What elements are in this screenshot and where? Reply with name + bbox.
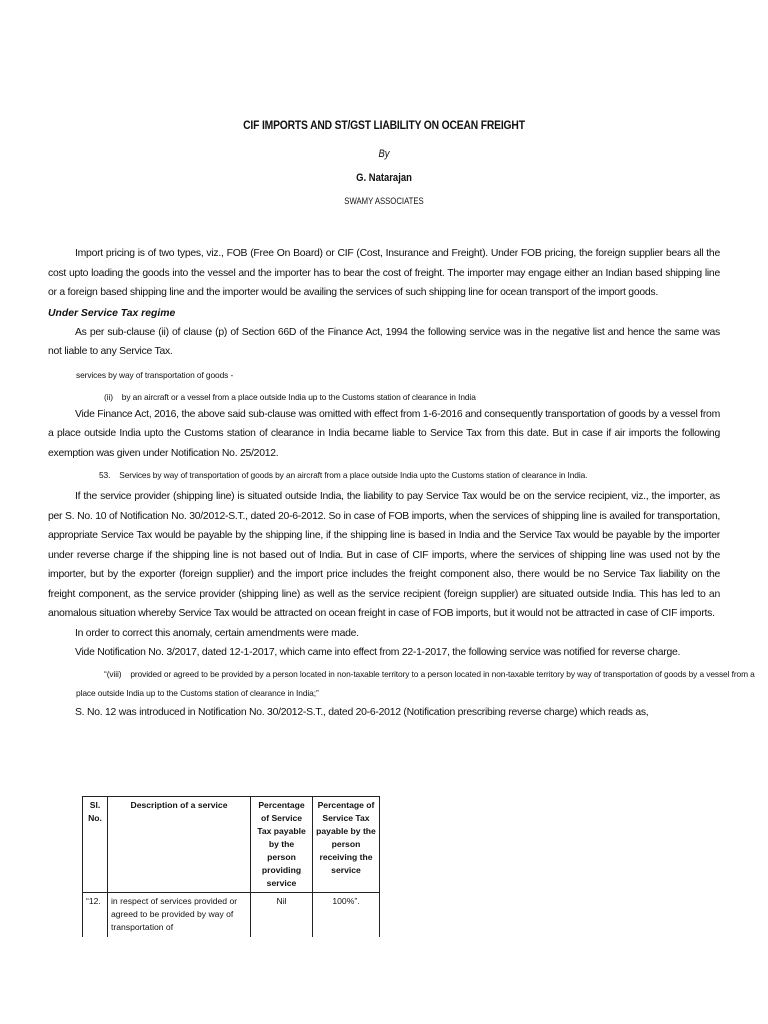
header-provider-percentage: Percentage of Service Tax payable by the person providing service	[251, 797, 313, 893]
cell-sl-no: “12.	[83, 893, 108, 938]
quote-clause-ii: (ii) by an aircraft or a vessel from a place outside India up to the Customs station of clearance in India	[104, 391, 476, 402]
document-title: CIF IMPORTS AND ST/GST LIABILITY ON OCEAN FREIGHT	[243, 118, 525, 132]
quote-clause-viii	[76, 665, 755, 703]
section-heading: Under Service Tax regime	[48, 307, 176, 319]
cell-receiver-percentage: 100%”.	[313, 893, 380, 938]
paragraph-finance-act-2016: Vide Finance Act, 2016, the above said sub-clause was omitted with effect from 1-6-2016 and consequently transportation of goods by a vessel from a place outside India upto the Customs station of clearance in India became liable to Service Tax from this date. But in case if air imports the following exemption was given under Notification No. 25/2012.	[48, 408, 720, 459]
paragraph-intro: Import pricing is of two types, viz., FOB (Free On Board) or CIF (Cost, Insurance and Freight). Under FOB pricing, the foreign supplier bears all the cost upto loading the goods into the vessel and the importer has to bear the cost of freight. The importer may engage either an Indian based shipping line or a foreign based shipping line and the importer would be availing the services of such shipping line for ocean transport of the import goods.	[48, 248, 720, 298]
quote-entry-53: 53. Services by way of transportation of goods by an aircraft from a place outside India upto the Customs station of clearance in India.	[99, 470, 588, 480]
quote-clause-viii-line2: place outside India up to the Customs station of clearance in India;”	[76, 687, 319, 698]
header-description: Description of a service	[108, 797, 251, 893]
quote-clause-viii-line1: “(viii) provided or agreed to be provided by a person located in non-taxable territory to a person located in non-taxable territory by way of transportation of goods by a vessel from a	[104, 668, 755, 679]
table-header-row	[83, 797, 380, 893]
title-block	[0, 118, 768, 206]
table-row	[83, 893, 380, 938]
firm-name: SWAMY ASSOCIATES	[344, 196, 424, 206]
quote-services-transport: services by way of transportation of goods -	[76, 369, 234, 380]
header-receiver-percentage: Percentage of Service Tax payable by the person receiving the service	[313, 797, 380, 893]
cell-description: in respect of services provided or agreed to be provided by way of transportation of	[108, 893, 251, 938]
byline-label: By	[378, 148, 390, 160]
paragraph-negative-list: As per sub-clause (ii) of clause (p) of Section 66D of the Finance Act, 1994 the following service was in the negative list and hence the same was not liable to any Service Tax.	[48, 326, 720, 357]
cell-provider-percentage: Nil	[251, 893, 313, 938]
paragraph-anomaly: In order to correct this anomaly, certain amendments were made.	[75, 627, 359, 639]
author-name: G. Natarajan	[356, 172, 412, 184]
paragraph-service-provider: If the service provider (shipping line) is situated outside India, the liability to pay Service Tax would be on the service recipient, viz., the importer, as per S. No. 10 of Notification No. 30/2012-S.T., dated 20-6-2012. So in case of FOB imports, when the services of shipping line is availed for transportation, appropriate Service Tax would be payable by the shipping line, if the shipping line is based in India and the Service Tax would be payable by the importer under reverse charge if the shipping line is not based out of India. But in case of CIF imports, where the services of shipping line was used not by the importer, but by the exporter (foreign supplier) and the import price includes the freight component also, there would be no Service Tax liability on the freight component, as the service provider (shipping line) as well as the service recipient (foreign supplier) are situated outside India. This has led to an anomalous situation whereby Service Tax would be attracted on ocean freight in case of FOB imports, but it would not be attracted in case of CIF imports.	[48, 491, 720, 619]
header-sl-no: Sl. No.	[83, 797, 108, 893]
paragraph-notification-3-2017: Vide Notification No. 3/2017, dated 12-1-2017, which came into effect from 22-1-2017, the following service was notified for reverse charge.	[75, 647, 681, 658]
reverse-charge-table	[82, 796, 380, 937]
paragraph-sno-12: S. No. 12 was introduced in Notification No. 30/2012-S.T., dated 20-6-2012 (Notification prescribing reverse charge) which reads as,	[75, 706, 649, 718]
document-body	[48, 244, 755, 722]
